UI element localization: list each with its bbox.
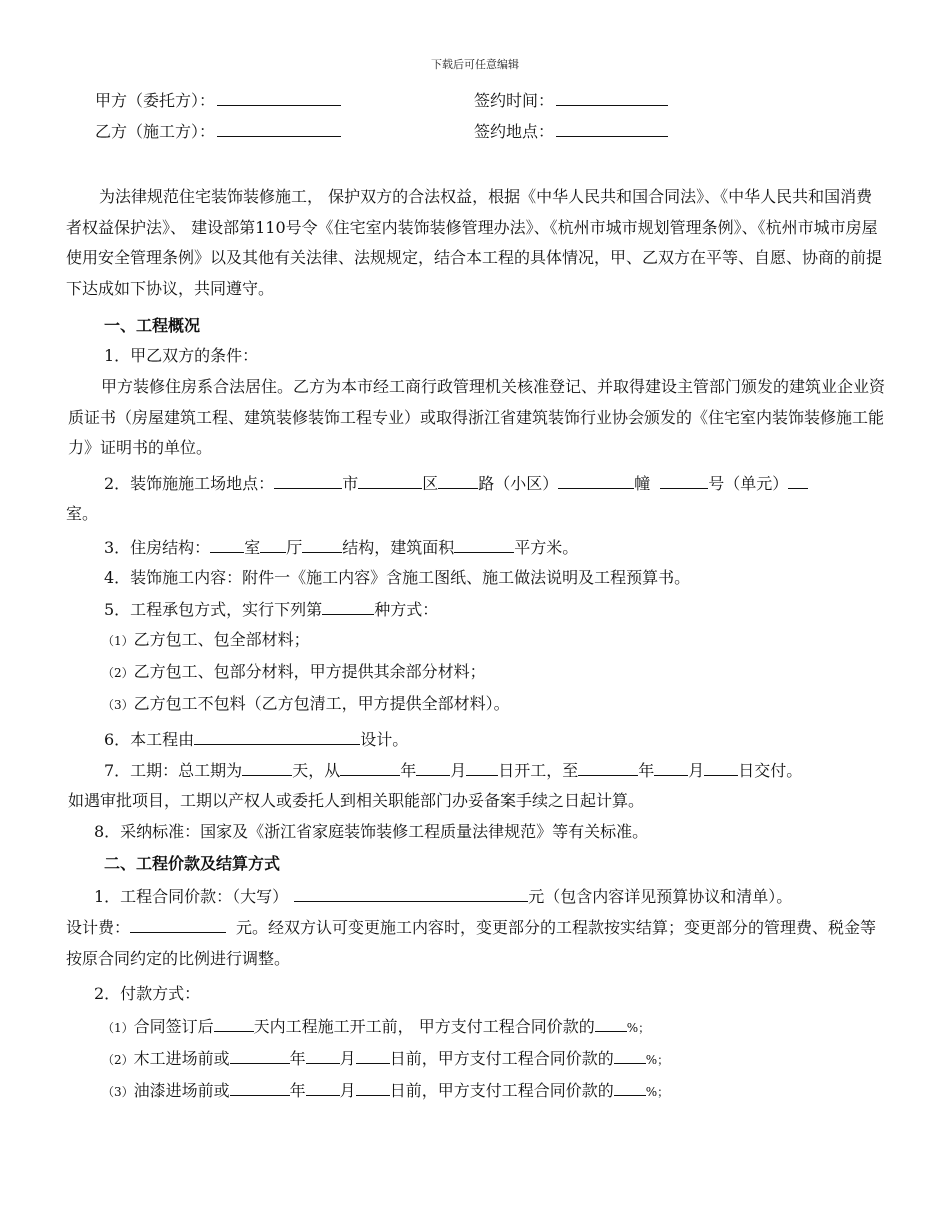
party-b-label: 乙方（施工方）： xyxy=(95,122,216,141)
road-blank[interactable] xyxy=(438,473,478,489)
end-month-blank[interactable] xyxy=(654,760,688,776)
pay3-percent: %； xyxy=(645,1085,670,1099)
s2-item1-design xyxy=(66,913,886,974)
s1-item4: 4．装饰施工内容：附件一《施工内容》含施工图纸、施工做法说明及工程预算书。 xyxy=(104,568,691,587)
s1-item8: 8．采纳标准：国家及《浙江省家庭装饰装修工程质量法律规范》等有关标准。 xyxy=(94,822,649,841)
room-blank[interactable] xyxy=(788,473,808,489)
preamble: 为法律规范住宅装饰装修施工， 保护双方的合法权益，根据《中华人民共和国合同法》、《中华人民共和国消费者权益保护法》、 建设部第110号令《住宅室内装饰装修管理办法》、《杭州市城市规划管理条例》、《杭州市城市房屋使用安全管理条例》以及其他有关法律、法规规定，结合本工程的具体情况，甲、乙双方在平等、自愿、协商的前提下达成如下协议，共同遵守。 xyxy=(66,187,883,298)
item3-room: 室 xyxy=(244,538,261,557)
section1-title: 一、工程概况 xyxy=(104,316,201,335)
designer-blank[interactable] xyxy=(194,729,360,745)
pay2-num: （2） xyxy=(102,1053,134,1067)
s1-item5 xyxy=(104,599,438,620)
pay3-text: 日前，甲方支付工程合同价款的 xyxy=(389,1081,614,1100)
pay2-text: 日前，甲方支付工程合同价款的 xyxy=(389,1049,614,1068)
pay1-percent-blank[interactable] xyxy=(595,1016,627,1032)
sign-place-label: 签约地点： xyxy=(474,122,555,141)
unit-blank[interactable] xyxy=(660,473,708,489)
item2-unit: 号（单元） xyxy=(708,474,789,493)
price-blank[interactable] xyxy=(294,886,528,902)
pay2-label: 木工进场前或 xyxy=(133,1049,230,1068)
item5-option-1 xyxy=(102,630,310,651)
pay3-year: 年 xyxy=(289,1081,306,1100)
item2-district: 区 xyxy=(422,474,439,493)
item2-city: 市 xyxy=(342,474,359,493)
pay3-label: 油漆进场前或 xyxy=(133,1081,230,1100)
item5-suffix: 种方式： xyxy=(374,600,439,619)
header-note: 下载后可任意编辑 xyxy=(431,58,519,71)
s1-item7-note: 如遇审批项目，工期以产权人或委托人到相关职能部门办妥备案手续之日起计算。 xyxy=(68,791,645,810)
sign-time-row xyxy=(474,90,668,111)
pay3-year-blank[interactable] xyxy=(230,1080,290,1096)
item6-suffix: 设计。 xyxy=(360,730,409,749)
s1-item1-body: 甲方装修住房系合法居住。乙方为本市经工商行政管理机关核准登记、并取得建设主管部门颁发的建筑业企业资质证书（房屋建筑工程、建筑装修装饰工程专业）或取得浙江省建筑装饰行业协会颁发的《住宅室内装饰装修施工能力》证明书的单位。 xyxy=(68,377,886,457)
halls-blank[interactable] xyxy=(260,537,286,553)
party-a-blank[interactable] xyxy=(217,90,341,106)
structure-blank[interactable] xyxy=(302,537,342,553)
item2-label: 2．装饰施施工场地点： xyxy=(104,474,275,493)
item7-days: 天，从 xyxy=(292,761,341,780)
price-label: 1．工程合同价款：（大写） xyxy=(94,887,289,906)
district-blank[interactable] xyxy=(358,473,422,489)
party-b-blank[interactable] xyxy=(217,121,341,137)
days-blank[interactable] xyxy=(242,760,292,776)
item7-month2: 月 xyxy=(688,761,705,780)
payment-2 xyxy=(102,1048,669,1070)
building-blank[interactable] xyxy=(558,473,634,489)
start-month-blank[interactable] xyxy=(416,760,450,776)
pay2-year-blank[interactable] xyxy=(230,1048,290,1064)
method-blank[interactable] xyxy=(322,599,374,615)
item3-label: 3．住房结构： xyxy=(104,538,211,557)
item2-road: 路（小区） xyxy=(478,474,559,493)
item5-option-2 xyxy=(102,662,486,683)
s1-item7 xyxy=(104,760,802,781)
design-fee-label: 设计费： xyxy=(66,918,131,937)
opt2-text: 乙方包工、包部分材料，甲方提供其余部分材料； xyxy=(133,662,486,681)
pay1-text: 天内工程施工开工前， 甲方支付工程合同价款的 xyxy=(253,1017,595,1036)
rooms-blank[interactable] xyxy=(210,537,244,553)
pay1-num: （1） xyxy=(102,1021,134,1035)
pay2-month: 月 xyxy=(339,1049,356,1068)
sign-place-blank[interactable] xyxy=(556,121,668,137)
opt3-text: 乙方包工不包料（乙方包清工，甲方提供全部材料）。 xyxy=(133,694,510,713)
party-a-label: 甲方（委托方）： xyxy=(95,91,216,110)
item2-building: 幢 xyxy=(634,474,651,493)
pay3-month: 月 xyxy=(339,1081,356,1100)
s2-item1 xyxy=(94,886,792,907)
pay1-days-blank[interactable] xyxy=(214,1016,254,1032)
pay3-month-blank[interactable] xyxy=(306,1080,340,1096)
item7-year2: 年 xyxy=(638,761,655,780)
start-year-blank[interactable] xyxy=(340,760,400,776)
section2-title: 二、工程价款及结算方式 xyxy=(104,854,281,873)
pay2-month-blank[interactable] xyxy=(306,1048,340,1064)
item7-year1: 年 xyxy=(400,761,417,780)
opt2-num: （2） xyxy=(102,666,134,680)
pay3-day-blank[interactable] xyxy=(356,1080,390,1096)
pay3-num: （3） xyxy=(102,1085,134,1099)
s1-item2 xyxy=(104,473,808,494)
city-blank[interactable] xyxy=(274,473,342,489)
end-year-blank[interactable] xyxy=(578,760,638,776)
s1-item1-title: 1．甲乙双方的条件： xyxy=(104,346,259,365)
pay2-percent: %； xyxy=(645,1053,670,1067)
opt3-num: （3） xyxy=(102,698,134,712)
end-day-blank[interactable] xyxy=(704,760,738,776)
start-day-blank[interactable] xyxy=(466,760,498,776)
sign-time-blank[interactable] xyxy=(556,90,668,106)
item3-hall: 厅 xyxy=(286,538,303,557)
party-a-row xyxy=(95,90,341,111)
party-b-row xyxy=(95,121,341,142)
item5-label: 5．工程承包方式，实行下列第 xyxy=(104,600,323,619)
payment-3 xyxy=(102,1080,669,1102)
opt1-text: 乙方包工、包全部材料； xyxy=(133,630,310,649)
item3-struct: 结构，建筑面积 xyxy=(342,538,455,557)
s2-item2-title: 2．付款方式： xyxy=(94,984,201,1003)
pay2-percent-blank[interactable] xyxy=(614,1048,646,1064)
item3-unit: 平方米。 xyxy=(514,538,579,557)
pay1-percent: %； xyxy=(626,1021,651,1035)
design-fee-text: 元。经双方认可变更施工内容时，变更部分的工程款按实结算；变更部分的管理费、税金等按原合同约定的比例进行调整。 xyxy=(66,918,877,968)
area-blank[interactable] xyxy=(454,537,514,553)
opt1-num: （1） xyxy=(102,634,134,648)
payment-1 xyxy=(102,1016,650,1038)
item2-room: 室。 xyxy=(66,504,99,523)
price-suffix: 元（包含内容详见预算协议和清单）。 xyxy=(528,887,793,906)
pay3-percent-blank[interactable] xyxy=(614,1080,646,1096)
item7-start: 日开工，至 xyxy=(498,761,579,780)
item7-end: 日交付。 xyxy=(738,761,803,780)
item7-month1: 月 xyxy=(450,761,467,780)
pay2-year: 年 xyxy=(289,1049,306,1068)
sign-place-row xyxy=(474,121,668,142)
item7-label: 7．工期：总工期为 xyxy=(104,761,243,780)
design-fee-blank[interactable] xyxy=(130,917,226,933)
sign-time-label: 签约时间： xyxy=(474,91,555,110)
item6-label: 6．本工程由 xyxy=(104,730,195,749)
item5-option-3 xyxy=(102,694,510,715)
pay1-label: 合同签订后 xyxy=(133,1017,214,1036)
s1-item3 xyxy=(104,537,578,558)
s1-item6 xyxy=(104,729,408,750)
pay2-day-blank[interactable] xyxy=(356,1048,390,1064)
